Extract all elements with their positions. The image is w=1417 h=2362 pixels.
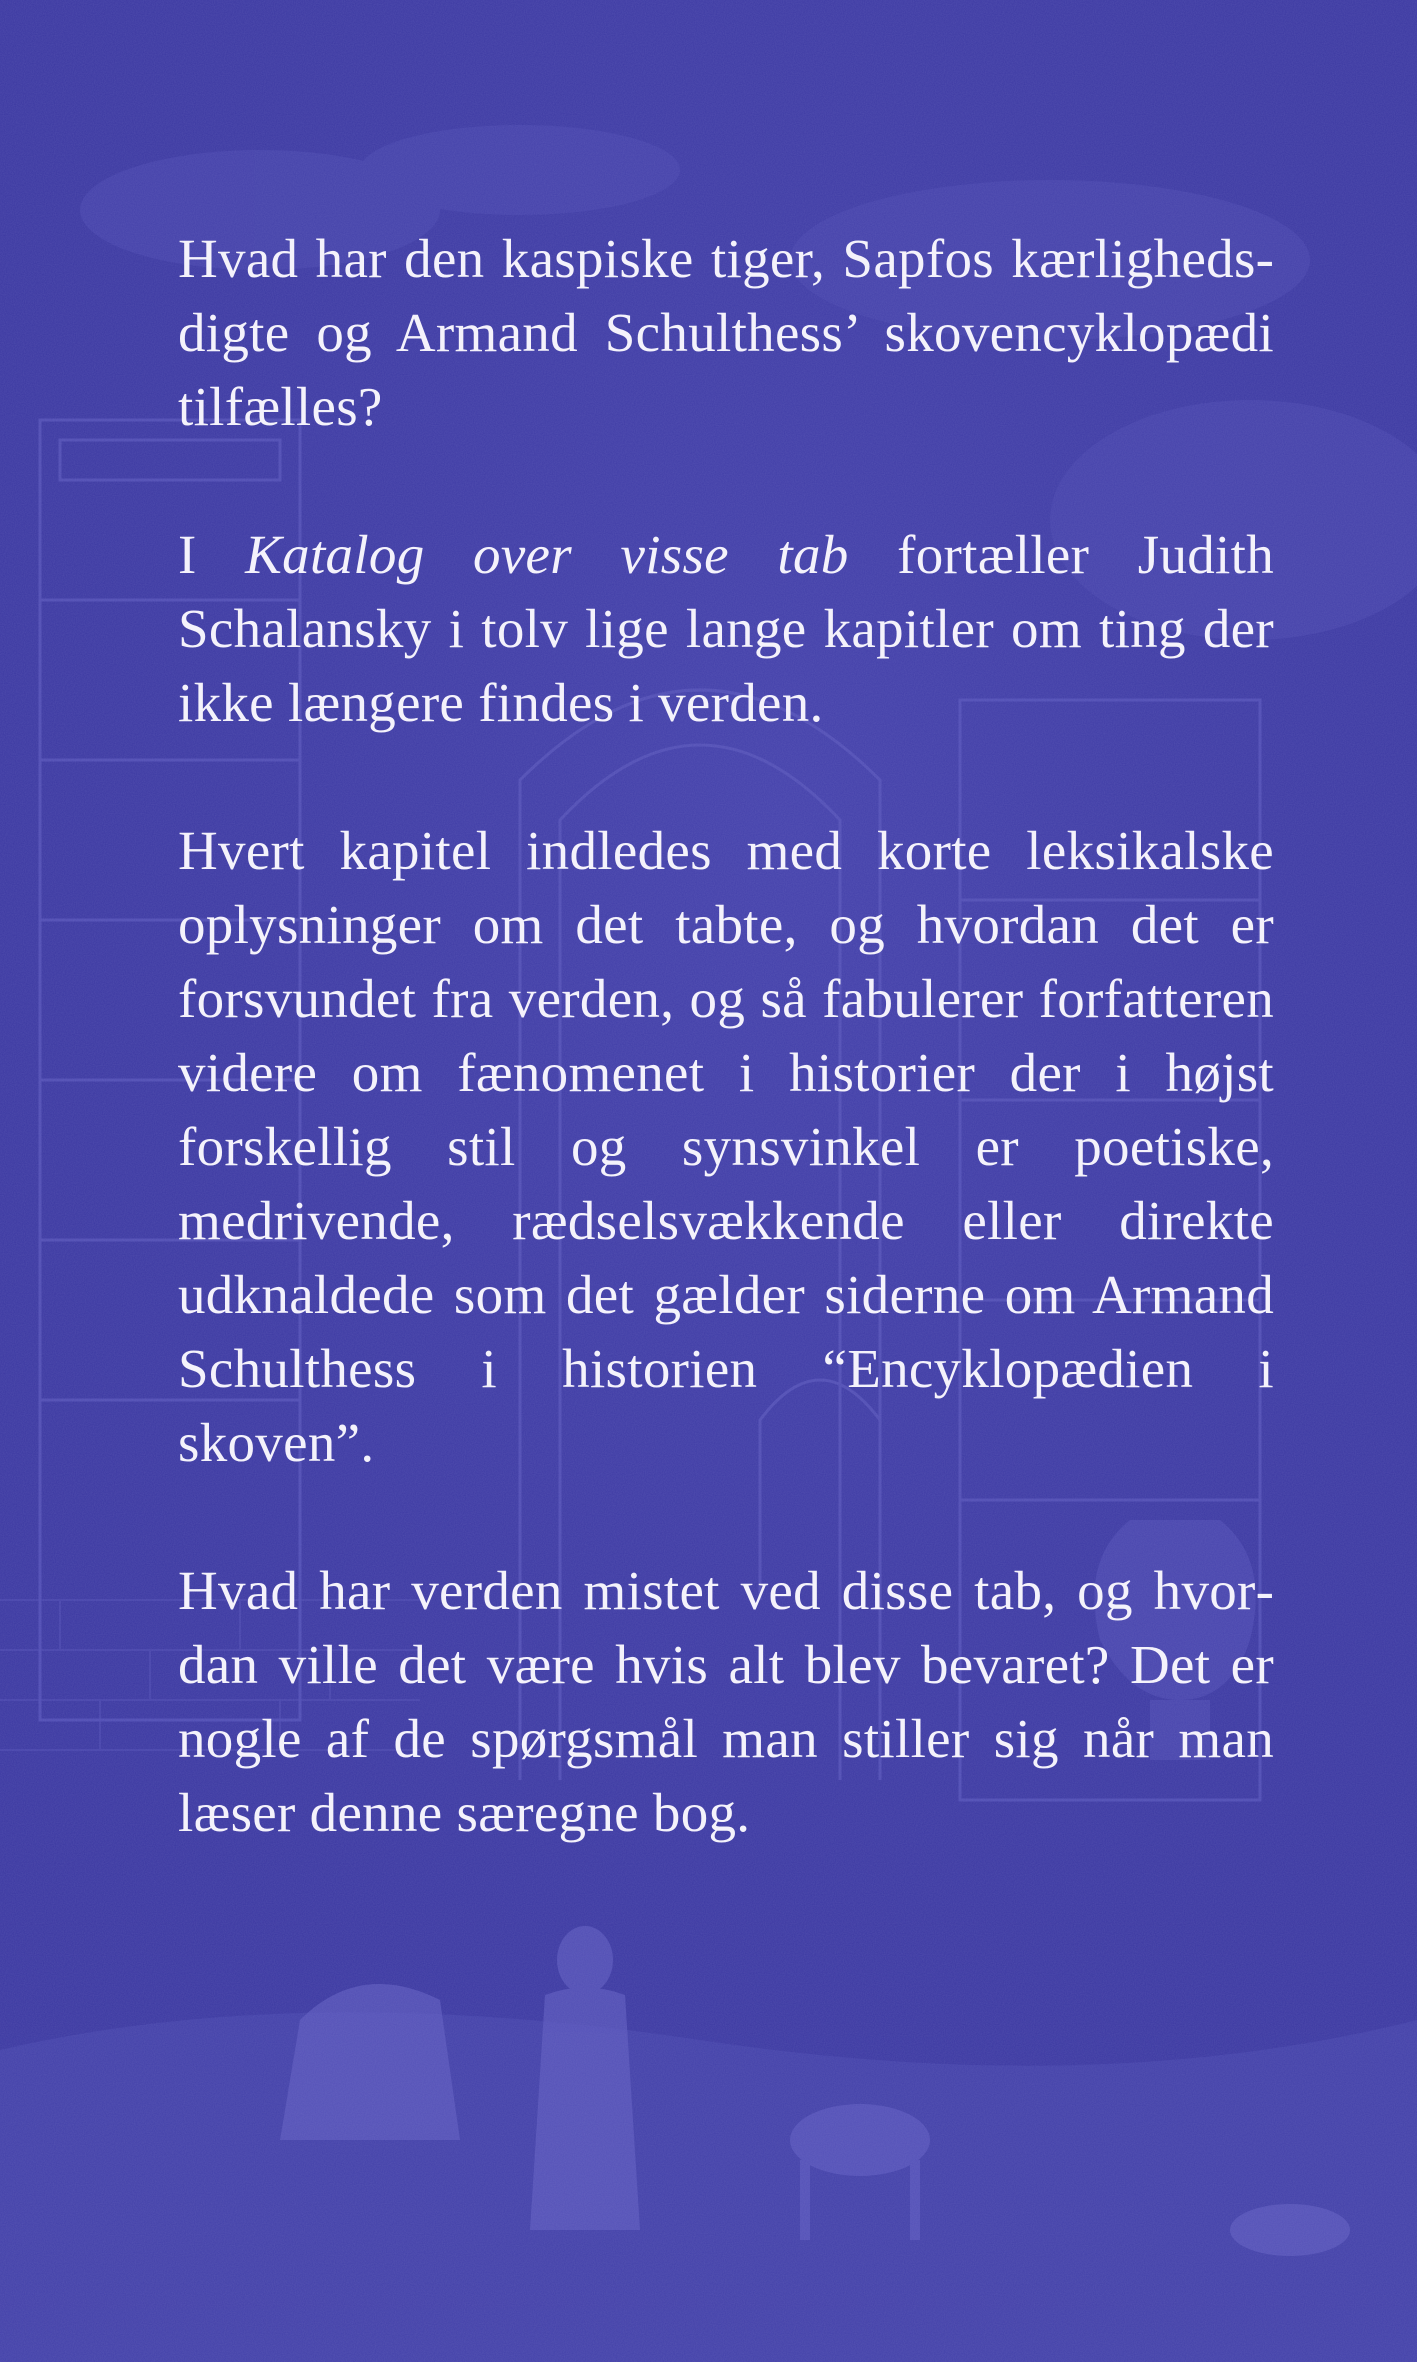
blurb-paragraph-3: Hvert kapitel indledes med korte leksikalske oplysninger om det tabte, og hvordan det er forsvundet fra verden, og så fabulerer forfatteren videre om fænomenet i historier der i højst forskellig stil og synsvinkel er poetiske, medrivende, rædselsvækkende eller direkte udknaldede som det gælder siderne om Armand Schulthess i historien “Encyklopædien i skoven”. (178, 820, 1274, 1473)
blurb-paragraph-2 (178, 518, 1274, 740)
blurb-text (178, 222, 1274, 1850)
blurb-paragraph-2-suffix: fortæller Judith Schalansky i tolv lige lange kapitler om ting der ikke længere findes i verden. (178, 524, 1275, 733)
blurb-paragraph-2-prefix: I (178, 524, 246, 585)
blurb-paragraph-1: Hvad har den kaspiske tiger, Sapfos kærlighedsdigte og Armand Schulthess’ skovencyklopædi tilfælles? (178, 228, 1274, 437)
book-title: Katalog over visse tab (245, 524, 849, 585)
blurb-paragraph-4: Hvad har verden mistet ved disse tab, og hvordan ville det være hvis alt blev bevaret? Det er nogle af de spørgsmål man stiller sig når man læser denne særegne bog. (178, 1560, 1274, 1843)
